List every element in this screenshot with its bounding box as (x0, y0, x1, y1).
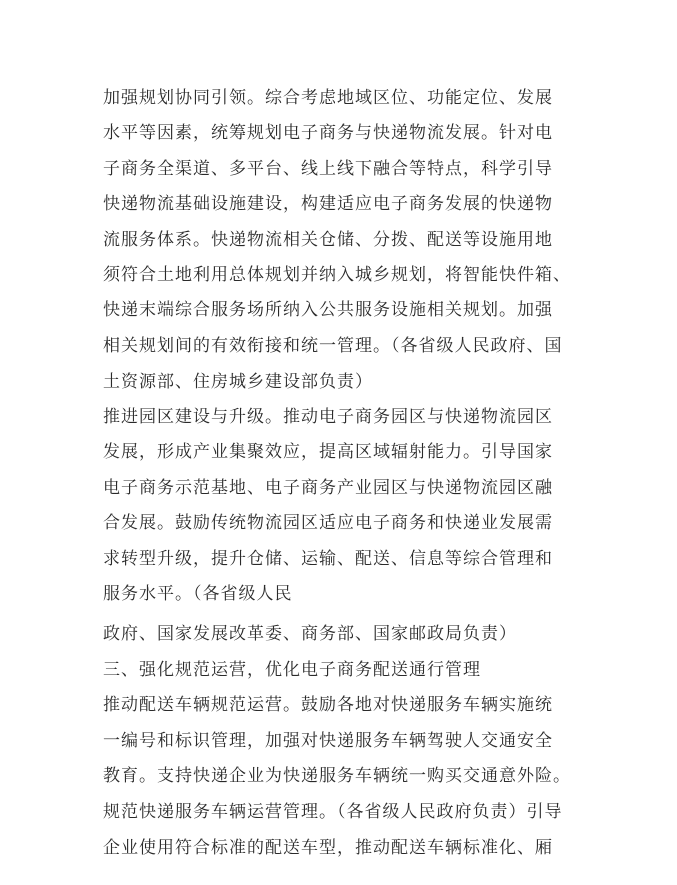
text-line: 水平等因素，统筹规划电子商务与快递物流发展。针对电 (103, 123, 553, 143)
text-line: 土资源部、住房城乡建设部负责） (103, 372, 373, 392)
text-line: 一编号和标识管理，加强对快递服务车辆驾驶人交通安全 (103, 731, 553, 751)
text-line: 求转型升级，提升仓储、运输、配送、信息等综合管理和 (103, 549, 553, 569)
text-line: 电子商务示范基地、电子商务产业园区与快递物流园区融 (103, 478, 553, 498)
text-line: 流服务体系。快递物流相关仓储、分拨、配送等设施用地 (103, 230, 553, 250)
text-line: 子商务全渠道、多平台、线上线下融合等特点，科学引导 (103, 159, 553, 179)
text-line: 发展，形成产业集聚效应，提高区域辐射能力。引导国家 (103, 442, 553, 462)
text-line: 政府、国家发展改革委、商务部、国家邮政局负责） (103, 624, 517, 644)
text-line: 相关规划间的有效衔接和统一管理。（各省级人民政府、国 (103, 336, 563, 356)
text-line: 推动配送车辆规范运营。鼓励各地对快递服务车辆实施统 (103, 695, 553, 715)
text-line: 规范快递服务车辆运营管理。（各省级人民政府负责）引导 (103, 802, 563, 822)
text-line: 合发展。鼓励传统物流园区适应电子商务和快递业发展需 (103, 513, 553, 533)
text-line: 快递末端综合服务场所纳入公共服务设施相关规划。加强 (103, 300, 553, 320)
text-line: 企业使用符合标准的配送车型，推动配送车辆标准化、厢 (103, 838, 553, 858)
text-line: 服务水平。（各省级人民 (103, 584, 293, 604)
text-line: 加强规划协同引领。综合考虑地域区位、功能定位、发展 (103, 88, 553, 108)
text-line: 须符合土地利用总体规划并纳入城乡规划，将智能快件箱、 (103, 265, 571, 285)
section-heading: 三、强化规范运营，优化电子商务配送通行管理 (103, 660, 481, 680)
text-line: 快递物流基础设施建设，构建适应电子商务发展的快递物 (103, 194, 553, 214)
text-line: 推进园区建设与升级。推动电子商务园区与快递物流园区 (103, 407, 553, 427)
text-line: 教育。支持快递企业为快递服务车辆统一购买交通意外险。 (103, 766, 571, 786)
